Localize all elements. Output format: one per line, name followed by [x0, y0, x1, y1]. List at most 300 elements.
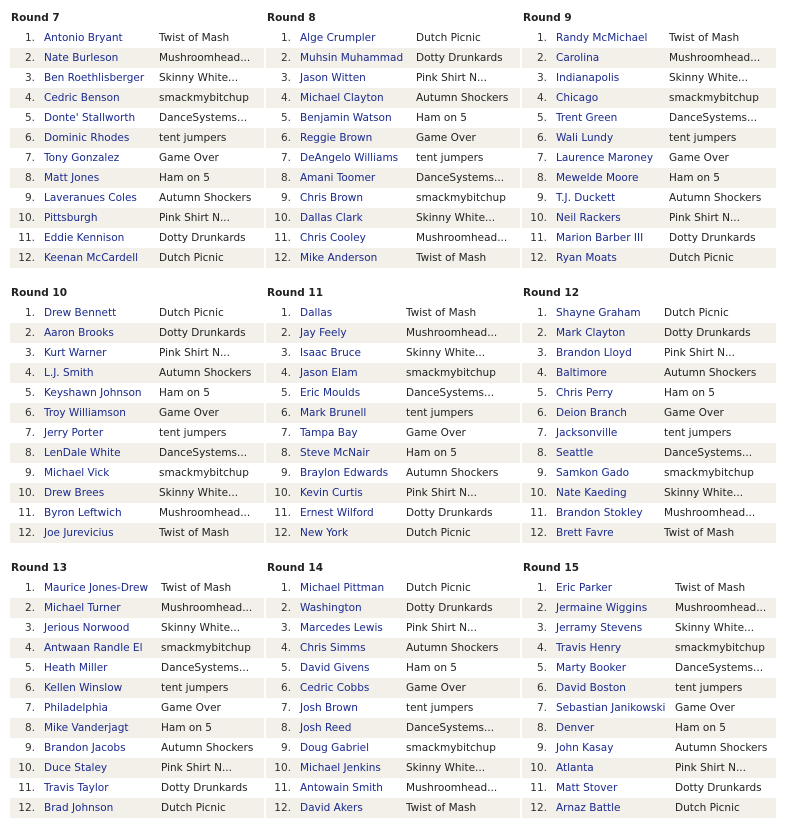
fantasy-team-name: smackmybitchup: [669, 92, 759, 104]
player-link[interactable]: Deion Branch: [556, 407, 627, 419]
player-link[interactable]: Donte' Stallworth: [44, 112, 136, 124]
player-link[interactable]: Wali Lundy: [556, 132, 614, 144]
player-link[interactable]: Michael Vick: [44, 467, 110, 479]
pick-row: [10, 523, 264, 543]
pick-row: [522, 188, 776, 208]
fantasy-team-name: Pink Shirt N...: [406, 487, 477, 499]
fantasy-team-name: tent jumpers: [159, 132, 227, 144]
pick-number: 9.: [536, 742, 547, 754]
fantasy-team-name: Autumn Shockers: [664, 367, 757, 379]
player-link[interactable]: Chicago: [556, 92, 599, 104]
fantasy-team-name: Dutch Picnic: [406, 582, 471, 594]
pick-number: 10.: [530, 487, 547, 499]
pick-row: [10, 778, 264, 798]
fantasy-team-name: Game Over: [159, 152, 219, 164]
player-link[interactable]: David Akers: [300, 802, 363, 814]
player-link[interactable]: Doug Gabriel: [300, 742, 370, 754]
player-link[interactable]: Keyshawn Johnson: [44, 387, 142, 399]
player-link[interactable]: Jerry Porter: [44, 427, 104, 439]
pick-number: 6.: [536, 682, 547, 694]
pick-number: 4.: [280, 92, 291, 104]
pick-row: [266, 483, 520, 503]
fantasy-team-name: DanceSystems...: [159, 447, 248, 459]
pick-row: [10, 303, 264, 323]
player-link[interactable]: Jerramy Stevens: [556, 622, 643, 634]
fantasy-team-name: Pink Shirt N...: [675, 762, 746, 774]
player-link[interactable]: John Kasay: [556, 742, 614, 754]
player-link[interactable]: Jason Elam: [300, 367, 358, 379]
player-link[interactable]: Chris Simms: [300, 642, 366, 654]
pick-row: [266, 188, 520, 208]
fantasy-team-name: Ham on 5: [669, 172, 720, 184]
fantasy-team-name: Game Over: [416, 132, 476, 144]
player-link[interactable]: Laurence Maroney: [556, 152, 654, 164]
fantasy-team-name: Dotty Drunkards: [675, 782, 762, 794]
pick-row: [266, 403, 520, 423]
player-link[interactable]: Maurice Jones-Drew: [44, 582, 149, 594]
pick-number: 5.: [280, 112, 291, 124]
fantasy-team-name: Dotty Drunkards: [416, 52, 503, 64]
player-link[interactable]: Marion Barber III: [556, 232, 644, 244]
pick-number: 7.: [24, 702, 35, 714]
pick-row: [10, 463, 264, 483]
fantasy-team-name: Pink Shirt N...: [159, 347, 230, 359]
player-link[interactable]: Neil Rackers: [556, 212, 621, 224]
pick-number: 9.: [24, 742, 35, 754]
fantasy-team-name: tent jumpers: [664, 427, 732, 439]
fantasy-team-name: Mushroomhead...: [159, 52, 251, 64]
pick-row: [10, 108, 264, 128]
pick-row: [10, 128, 264, 148]
player-link[interactable]: Keenan McCardell: [44, 252, 139, 264]
pick-number: 12.: [274, 802, 291, 814]
player-link[interactable]: Travis Henry: [556, 642, 622, 654]
player-link[interactable]: Brad Johnson: [44, 802, 114, 814]
fantasy-team-name: DanceSystems...: [161, 662, 250, 674]
fantasy-team-name: DanceSystems...: [664, 447, 753, 459]
pick-row: [266, 343, 520, 363]
pick-number: 7.: [536, 152, 547, 164]
pick-number: 6.: [536, 407, 547, 419]
player-link[interactable]: Steve McNair: [300, 447, 370, 459]
fantasy-team-name: Pink Shirt N...: [664, 347, 735, 359]
pick-row: [10, 48, 264, 68]
fantasy-team-name: Dutch Picnic: [664, 307, 729, 319]
round-block: [10, 283, 264, 543]
pick-row: [10, 228, 264, 248]
fantasy-team-name: DanceSystems...: [675, 662, 764, 674]
pick-row: [522, 698, 776, 718]
pick-row: [266, 303, 520, 323]
pick-number: 8.: [536, 172, 547, 184]
fantasy-team-name: Autumn Shockers: [161, 742, 254, 754]
player-link[interactable]: Ryan Moats: [556, 252, 617, 264]
player-link[interactable]: Brandon Lloyd: [556, 347, 632, 359]
pick-number: 1.: [280, 32, 291, 44]
pick-number: 10.: [18, 487, 35, 499]
pick-number: 6.: [280, 682, 291, 694]
player-link[interactable]: Reggie Brown: [300, 132, 373, 144]
round-title: Round 15: [523, 562, 580, 574]
player-link[interactable]: Joe Jurevicius: [44, 527, 114, 539]
pick-number: 3.: [280, 72, 291, 84]
round-block: [522, 283, 776, 543]
pick-row: [522, 758, 776, 778]
player-link[interactable]: Atlanta: [556, 762, 594, 774]
player-link[interactable]: Shayne Graham: [556, 307, 641, 319]
pick-row: [266, 248, 520, 268]
pick-number: 1.: [280, 582, 291, 594]
player-link[interactable]: Brett Favre: [556, 527, 614, 539]
pick-number: 6.: [24, 682, 35, 694]
player-link[interactable]: Chris Perry: [556, 387, 614, 399]
fantasy-team-name: Dutch Picnic: [416, 32, 481, 44]
pick-number: 3.: [24, 72, 35, 84]
player-link[interactable]: Jermaine Wiggins: [556, 602, 648, 614]
round-block: [522, 8, 776, 268]
fantasy-team-name: Game Over: [664, 407, 724, 419]
player-link[interactable]: Drew Bennett: [44, 307, 117, 319]
fantasy-team-name: Twist of Mash: [406, 802, 477, 814]
player-link[interactable]: Mewelde Moore: [556, 172, 639, 184]
pick-number: 4.: [24, 92, 35, 104]
player-link[interactable]: Jason Witten: [300, 72, 366, 84]
player-link[interactable]: Eddie Kennison: [44, 232, 125, 244]
player-link[interactable]: Trent Green: [556, 112, 618, 124]
fantasy-team-name: Game Over: [669, 152, 729, 164]
pick-row: [522, 168, 776, 188]
player-link[interactable]: Brandon Jacobs: [44, 742, 126, 754]
pick-row: [10, 343, 264, 363]
player-link[interactable]: Samkon Gado: [556, 467, 630, 479]
pick-row: [522, 248, 776, 268]
player-link[interactable]: Antowain Smith: [300, 782, 383, 794]
player-link[interactable]: Matt Jones: [44, 172, 100, 184]
player-link[interactable]: David Givens: [300, 662, 370, 674]
pick-row: [266, 798, 520, 818]
player-link[interactable]: Randy McMichael: [556, 32, 648, 44]
fantasy-team-name: Twist of Mash: [416, 252, 487, 264]
fantasy-team-name: Dotty Drunkards: [406, 602, 493, 614]
fantasy-team-name: Ham on 5: [159, 172, 210, 184]
fantasy-team-name: Skinny White...: [664, 487, 744, 499]
pick-row: [10, 403, 264, 423]
pick-row: [266, 503, 520, 523]
pick-number: 3.: [536, 347, 547, 359]
pick-number: 1.: [24, 307, 35, 319]
player-link[interactable]: Washington: [300, 602, 362, 614]
fantasy-team-name: Autumn Shockers: [159, 192, 252, 204]
player-link[interactable]: Seattle: [556, 447, 594, 459]
fantasy-team-name: smackmybitchup: [406, 367, 496, 379]
fantasy-team-name: Twist of Mash: [159, 32, 230, 44]
fantasy-team-name: DanceSystems...: [406, 722, 495, 734]
pick-row: [10, 638, 264, 658]
pick-number: 12.: [274, 252, 291, 264]
player-link[interactable]: Isaac Bruce: [300, 347, 361, 359]
player-link[interactable]: Laveranues Coles: [44, 192, 137, 204]
pick-row: [10, 718, 264, 738]
pick-row: [522, 503, 776, 523]
pick-row: [266, 678, 520, 698]
player-link[interactable]: Tampa Bay: [300, 427, 358, 439]
pick-number: 10.: [530, 212, 547, 224]
player-link[interactable]: Michael Clayton: [300, 92, 384, 104]
fantasy-team-name: Skinny White...: [159, 72, 239, 84]
player-link[interactable]: David Boston: [556, 682, 626, 694]
pick-number: 4.: [536, 367, 547, 379]
player-link[interactable]: Arnaz Battle: [556, 802, 621, 814]
pick-number: 11.: [530, 782, 547, 794]
pick-row: [266, 598, 520, 618]
pick-row: [10, 423, 264, 443]
pick-row: [522, 228, 776, 248]
fantasy-team-name: Game Over: [159, 407, 219, 419]
fantasy-team-name: Skinny White...: [406, 762, 486, 774]
pick-number: 12.: [530, 252, 547, 264]
player-link[interactable]: Muhsin Muhammad: [300, 52, 404, 64]
player-link[interactable]: Mark Brunell: [300, 407, 367, 419]
fantasy-team-name: Skinny White...: [416, 212, 496, 224]
pick-row: [266, 48, 520, 68]
player-link[interactable]: Eric Moulds: [300, 387, 361, 399]
round-block: [10, 558, 264, 818]
pick-row: [266, 658, 520, 678]
player-link[interactable]: Cedric Cobbs: [300, 682, 370, 694]
player-link[interactable]: L.J. Smith: [44, 367, 94, 379]
player-link[interactable]: Nate Kaeding: [556, 487, 627, 499]
fantasy-team-name: Dotty Drunkards: [406, 507, 493, 519]
pick-row: [10, 618, 264, 638]
pick-row: [10, 383, 264, 403]
player-link[interactable]: Troy Williamson: [44, 407, 126, 419]
pick-number: 3.: [536, 72, 547, 84]
player-link[interactable]: Alge Crumpler: [300, 32, 376, 44]
pick-number: 3.: [280, 347, 291, 359]
pick-row: [522, 148, 776, 168]
pick-number: 8.: [280, 722, 291, 734]
fantasy-team-name: Ham on 5: [161, 722, 212, 734]
pick-row: [522, 48, 776, 68]
fantasy-team-name: Dutch Picnic: [161, 802, 226, 814]
player-link[interactable]: Mike Anderson: [300, 252, 378, 264]
player-link[interactable]: DeAngelo Williams: [300, 152, 399, 164]
pick-number: 9.: [536, 467, 547, 479]
player-link[interactable]: Dallas: [300, 307, 333, 319]
pick-number: 5.: [536, 387, 547, 399]
pick-number: 2.: [536, 602, 547, 614]
player-link[interactable]: Ben Roethlisberger: [44, 72, 145, 84]
pick-row: [266, 443, 520, 463]
pick-row: [522, 798, 776, 818]
fantasy-team-name: Ham on 5: [406, 662, 457, 674]
fantasy-team-name: Dotty Drunkards: [159, 327, 246, 339]
player-link[interactable]: LenDale White: [44, 447, 121, 459]
pick-row: [10, 248, 264, 268]
pick-row: [522, 778, 776, 798]
pick-row: [10, 148, 264, 168]
pick-number: 1.: [536, 582, 547, 594]
player-link[interactable]: Heath Miller: [44, 662, 108, 674]
pick-number: 5.: [536, 112, 547, 124]
pick-number: 11.: [18, 232, 35, 244]
player-link[interactable]: Byron Leftwich: [44, 507, 122, 519]
player-link[interactable]: Josh Reed: [300, 722, 352, 734]
pick-row: [522, 343, 776, 363]
fantasy-team-name: smackmybitchup: [416, 192, 506, 204]
player-link[interactable]: Eric Parker: [556, 582, 613, 594]
player-link[interactable]: Dominic Rhodes: [44, 132, 130, 144]
player-link[interactable]: Cedric Benson: [44, 92, 120, 104]
pick-number: 10.: [274, 762, 291, 774]
pick-row: [522, 303, 776, 323]
player-link[interactable]: Carolina: [556, 52, 600, 64]
pick-number: 11.: [274, 507, 291, 519]
player-link[interactable]: Duce Staley: [44, 762, 108, 774]
pick-row: [522, 598, 776, 618]
player-link[interactable]: Mark Clayton: [556, 327, 626, 339]
pick-row: [522, 88, 776, 108]
pick-number: 7.: [24, 152, 35, 164]
player-link[interactable]: Philadelphia: [44, 702, 108, 714]
player-link[interactable]: Chris Cooley: [300, 232, 366, 244]
fantasy-team-name: Skinny White...: [161, 622, 241, 634]
pick-number: 2.: [280, 327, 291, 339]
pick-row: [522, 618, 776, 638]
fantasy-team-name: Ham on 5: [664, 387, 715, 399]
player-link[interactable]: Denver: [556, 722, 595, 734]
player-link[interactable]: Baltimore: [556, 367, 607, 379]
pick-row: [10, 68, 264, 88]
pick-row: [10, 483, 264, 503]
player-link[interactable]: Amani Toomer: [300, 172, 376, 184]
pick-row: [10, 208, 264, 228]
pick-row: [266, 208, 520, 228]
pick-row: [522, 523, 776, 543]
pick-number: 8.: [280, 447, 291, 459]
fantasy-team-name: Ham on 5: [416, 112, 467, 124]
player-link[interactable]: Matt Stover: [556, 782, 618, 794]
pick-number: 1.: [536, 32, 547, 44]
fantasy-team-name: tent jumpers: [161, 682, 229, 694]
pick-number: 5.: [280, 387, 291, 399]
player-link[interactable]: Kurt Warner: [44, 347, 107, 359]
pick-row: [266, 738, 520, 758]
player-link[interactable]: Aaron Brooks: [44, 327, 114, 339]
player-link[interactable]: Michael Jenkins: [300, 762, 381, 774]
player-link[interactable]: Michael Pittman: [300, 582, 385, 594]
fantasy-team-name: Pink Shirt N...: [159, 212, 230, 224]
round-title: Round 9: [523, 12, 572, 24]
fantasy-team-name: Twist of Mash: [669, 32, 740, 44]
pick-row: [522, 738, 776, 758]
player-link[interactable]: Marty Booker: [556, 662, 627, 674]
fantasy-team-name: Pink Shirt N...: [161, 762, 232, 774]
player-link[interactable]: T.J. Duckett: [556, 192, 616, 204]
pick-row: [266, 88, 520, 108]
fantasy-team-name: Ham on 5: [675, 722, 726, 734]
player-link[interactable]: Drew Brees: [44, 487, 105, 499]
player-link[interactable]: Nate Burleson: [44, 52, 119, 64]
fantasy-team-name: Twist of Mash: [159, 527, 230, 539]
pick-number: 3.: [24, 347, 35, 359]
player-link[interactable]: Indianapolis: [556, 72, 620, 84]
pick-row: [266, 228, 520, 248]
pick-row: [266, 68, 520, 88]
pick-number: 11.: [18, 782, 35, 794]
player-link[interactable]: Tony Gonzalez: [44, 152, 120, 164]
player-link[interactable]: Mike Vanderjagt: [44, 722, 129, 734]
pick-number: 5.: [24, 112, 35, 124]
pick-row: [266, 383, 520, 403]
pick-row: [522, 128, 776, 148]
pick-number: 11.: [18, 507, 35, 519]
player-link[interactable]: Braylon Edwards: [300, 467, 389, 479]
player-link[interactable]: New York: [300, 527, 349, 539]
pick-number: 2.: [24, 602, 35, 614]
player-link[interactable]: Michael Turner: [44, 602, 121, 614]
player-link[interactable]: Marcedes Lewis: [300, 622, 383, 634]
pick-row: [522, 28, 776, 48]
player-link[interactable]: Dallas Clark: [300, 212, 363, 224]
player-link[interactable]: Sebastian Janikowski: [556, 702, 666, 714]
pick-row: [522, 718, 776, 738]
player-link[interactable]: Chris Brown: [300, 192, 363, 204]
fantasy-team-name: Pink Shirt N...: [669, 212, 740, 224]
player-link[interactable]: Jay Feely: [300, 327, 347, 339]
pick-number: 3.: [280, 622, 291, 634]
player-link[interactable]: Ernest Wilford: [300, 507, 374, 519]
fantasy-team-name: Ham on 5: [159, 387, 210, 399]
player-link[interactable]: Jerious Norwood: [44, 622, 130, 634]
player-link[interactable]: Brandon Stokley: [556, 507, 643, 519]
player-link[interactable]: Benjamin Watson: [300, 112, 392, 124]
fantasy-team-name: tent jumpers: [675, 682, 743, 694]
pick-row: [522, 403, 776, 423]
fantasy-team-name: smackmybitchup: [664, 467, 754, 479]
pick-number: 2.: [280, 52, 291, 64]
fantasy-team-name: Mushroomhead...: [161, 602, 253, 614]
player-link[interactable]: Jacksonville: [556, 427, 618, 439]
fantasy-team-name: smackmybitchup: [406, 742, 496, 754]
pick-row: [10, 598, 264, 618]
fantasy-team-name: Mushroomhead...: [406, 782, 498, 794]
fantasy-team-name: Skinny White...: [159, 487, 239, 499]
fantasy-team-name: Autumn Shockers: [406, 467, 499, 479]
player-link[interactable]: Antwaan Randle El: [44, 642, 143, 654]
player-link[interactable]: Antonio Bryant: [44, 32, 123, 44]
fantasy-team-name: Game Over: [406, 682, 466, 694]
pick-row: [10, 678, 264, 698]
pick-row: [10, 443, 264, 463]
player-link[interactable]: Kevin Curtis: [300, 487, 363, 499]
round-block: [266, 8, 520, 268]
pick-number: 10.: [18, 762, 35, 774]
fantasy-team-name: Twist of Mash: [664, 527, 735, 539]
fantasy-team-name: Dutch Picnic: [675, 802, 740, 814]
fantasy-team-name: Ham on 5: [406, 447, 457, 459]
pick-number: 7.: [24, 427, 35, 439]
pick-number: 8.: [24, 447, 35, 459]
fantasy-team-name: Dotty Drunkards: [161, 782, 248, 794]
player-link[interactable]: Josh Brown: [300, 702, 358, 714]
round-title: Round 13: [11, 562, 68, 574]
player-link[interactable]: Travis Taylor: [44, 782, 109, 794]
fantasy-team-name: Mushroomhead...: [406, 327, 498, 339]
player-link[interactable]: Pittsburgh: [44, 212, 98, 224]
pick-number: 12.: [530, 802, 547, 814]
player-link[interactable]: Kellen Winslow: [44, 682, 123, 694]
